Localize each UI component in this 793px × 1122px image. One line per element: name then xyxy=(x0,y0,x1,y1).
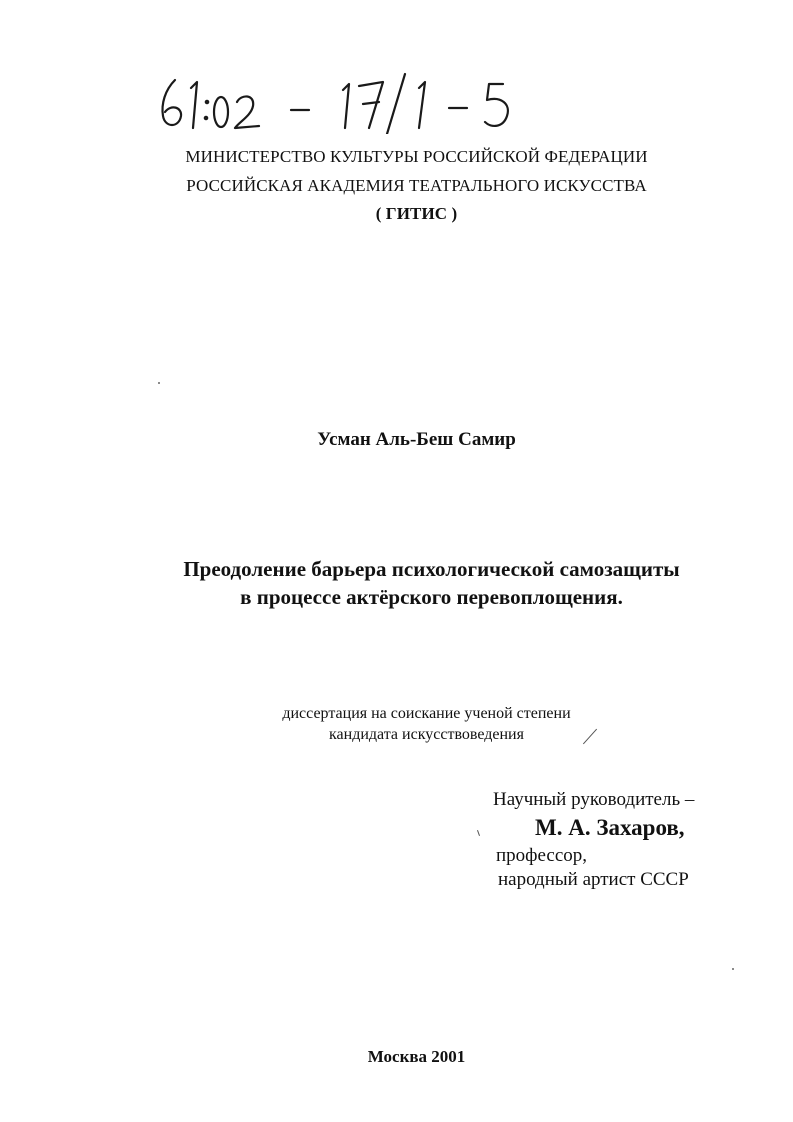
supervisor-name: М. А. Захаров, xyxy=(535,815,685,840)
academy-abbreviation: ( ГИТИС ) xyxy=(375,204,458,223)
degree-line-1: диссертация на соискание ученой степени xyxy=(282,705,571,722)
supervisor-honor: народный артист СССР xyxy=(498,869,689,890)
scan-speck xyxy=(732,968,734,970)
supervisor-title: профессор, xyxy=(496,845,588,866)
archive-code-text: 61:02-17/1-5 xyxy=(157,133,163,134)
author-name: Усман Аль-Беш Самир xyxy=(317,429,516,450)
thesis-title-line-2: в процессе актёрского перевоплощения. xyxy=(240,585,623,609)
scan-speck xyxy=(158,382,160,384)
supervisor-role: Научный руководитель – xyxy=(493,789,695,810)
thesis-title-line-1: Преодоление барьера психологической самозащиты xyxy=(183,557,680,581)
city-year: Москва 2001 xyxy=(367,1047,466,1066)
ministry-name: МИНИСТЕРСТВО КУЛЬТУРЫ РОССИЙСКОЙ ФЕДЕРАЦИИ xyxy=(185,147,648,166)
handwritten-archive-code xyxy=(157,72,547,134)
degree-line-2: кандидата искусствоведения xyxy=(329,726,524,743)
academy-name: РОССИЙСКАЯ АКАДЕМИЯ ТЕАТРАЛЬНОГО ИСКУССТВА xyxy=(186,176,647,195)
scan-mark-tick xyxy=(477,830,480,836)
